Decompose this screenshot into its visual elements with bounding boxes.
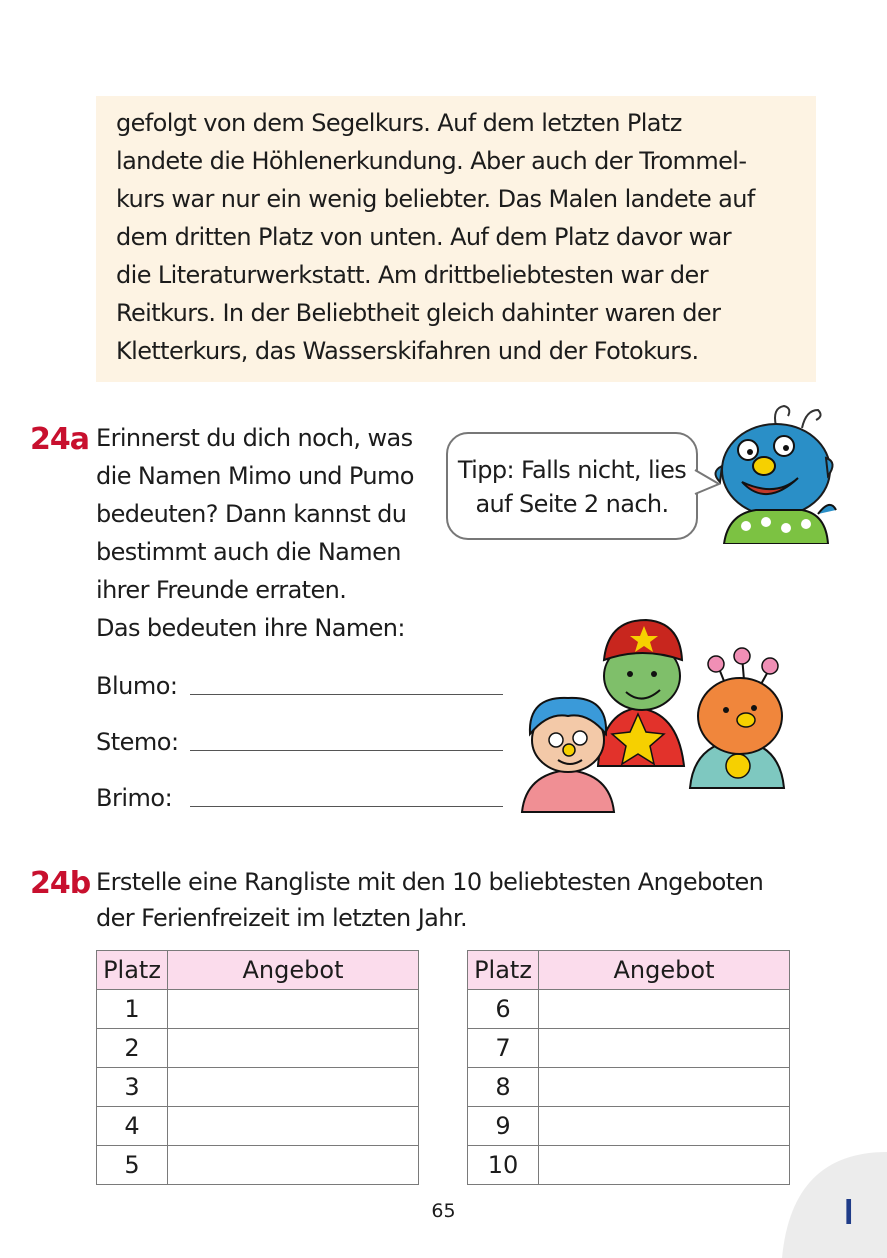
- task-24a-line: die Namen Mimo und Pumo: [96, 462, 414, 490]
- column-header-offer: Angebot: [168, 951, 419, 990]
- page-number: 65: [431, 1200, 456, 1222]
- ranking-table-right: [467, 950, 790, 1185]
- table-row: [468, 990, 790, 1029]
- place-cell: 1: [97, 990, 168, 1029]
- column-header-place: Platz: [468, 951, 539, 990]
- table-row: [468, 1146, 790, 1185]
- intro-line: dem dritten Platz von unten. Auf dem Platz davor war: [116, 223, 732, 251]
- offer-cell[interactable]: [168, 1029, 419, 1068]
- place-cell: 9: [468, 1107, 539, 1146]
- intro-line: Reitkurs. In der Beliebtheit gleich dahinter waren der: [116, 299, 721, 327]
- table-row: [97, 1068, 419, 1107]
- answer-line-blumo[interactable]: [190, 694, 503, 695]
- ranking-table-left: [96, 950, 419, 1185]
- offer-cell[interactable]: [539, 1107, 790, 1146]
- table-row: [97, 1029, 419, 1068]
- place-cell: 2: [97, 1029, 168, 1068]
- place-cell: 7: [468, 1029, 539, 1068]
- task-24a-line: Das bedeuten ihre Namen:: [96, 614, 405, 642]
- offer-cell[interactable]: [539, 1146, 790, 1185]
- place-cell: 6: [468, 990, 539, 1029]
- place-cell: 5: [97, 1146, 168, 1185]
- answer-line-brimo[interactable]: [190, 806, 503, 807]
- table-header-row: [97, 951, 419, 990]
- intro-line: kurs war nur ein wenig beliebter. Das Malen landete auf: [116, 185, 755, 213]
- task-24a-line: ihrer Freunde erraten.: [96, 576, 347, 604]
- table-row: [468, 1029, 790, 1068]
- table-row: [97, 1107, 419, 1146]
- offer-cell[interactable]: [168, 1107, 419, 1146]
- tip-line: auf Seite 2 nach.: [475, 490, 669, 518]
- task-24b-line: Erstelle eine Rangliste mit den 10 beliebtesten Angeboten: [96, 868, 764, 896]
- tip-line: Tipp: Falls nicht, lies: [457, 456, 687, 484]
- intro-line: gefolgt von dem Segelkurs. Auf dem letzten Platz: [116, 109, 682, 137]
- column-header-offer: Angebot: [539, 951, 790, 990]
- intro-line: die Literaturwerkstatt. Am drittbeliebtesten war der: [116, 261, 708, 289]
- place-cell: 3: [97, 1068, 168, 1107]
- tip-speech-bubble: [446, 432, 698, 540]
- table-row: [468, 1068, 790, 1107]
- intro-text-box: [96, 96, 816, 382]
- table-row: [97, 1146, 419, 1185]
- place-cell: 8: [468, 1068, 539, 1107]
- offer-cell[interactable]: [539, 1068, 790, 1107]
- intro-line: Kletterkurs, das Wasserskifahren und der Fotokurs.: [116, 337, 699, 365]
- page-corner-tab: [782, 1152, 887, 1258]
- task-24a-number: 24a: [30, 422, 89, 457]
- table-row: [97, 990, 419, 1029]
- answer-line-stemo[interactable]: [190, 750, 503, 751]
- answer-label-stemo: Stemo:: [96, 728, 179, 756]
- task-24a-line: Erinnerst du dich noch, was: [96, 424, 413, 452]
- answer-label-blumo: Blumo:: [96, 672, 178, 700]
- offer-cell[interactable]: [539, 1029, 790, 1068]
- intro-line: landete die Höhlenerkundung. Aber auch der Trommel-: [116, 147, 747, 175]
- task-24b-number: 24b: [30, 866, 91, 901]
- monster-friends-illustration: [518, 616, 788, 818]
- blue-monster-illustration: [706, 398, 838, 544]
- task-24b-line: der Ferienfreizeit im letzten Jahr.: [96, 904, 467, 932]
- place-cell: 10: [468, 1146, 539, 1185]
- column-header-place: Platz: [97, 951, 168, 990]
- offer-cell[interactable]: [168, 1068, 419, 1107]
- table-header-row: [468, 951, 790, 990]
- offer-cell[interactable]: [539, 990, 790, 1029]
- task-24a-line: bedeuten? Dann kannst du: [96, 500, 407, 528]
- offer-cell[interactable]: [168, 990, 419, 1029]
- task-24a-line: bestimmt auch die Namen: [96, 538, 401, 566]
- place-cell: 4: [97, 1107, 168, 1146]
- table-row: [468, 1107, 790, 1146]
- answer-label-brimo: Brimo:: [96, 784, 173, 812]
- corner-mark: l: [844, 1194, 854, 1232]
- offer-cell[interactable]: [168, 1146, 419, 1185]
